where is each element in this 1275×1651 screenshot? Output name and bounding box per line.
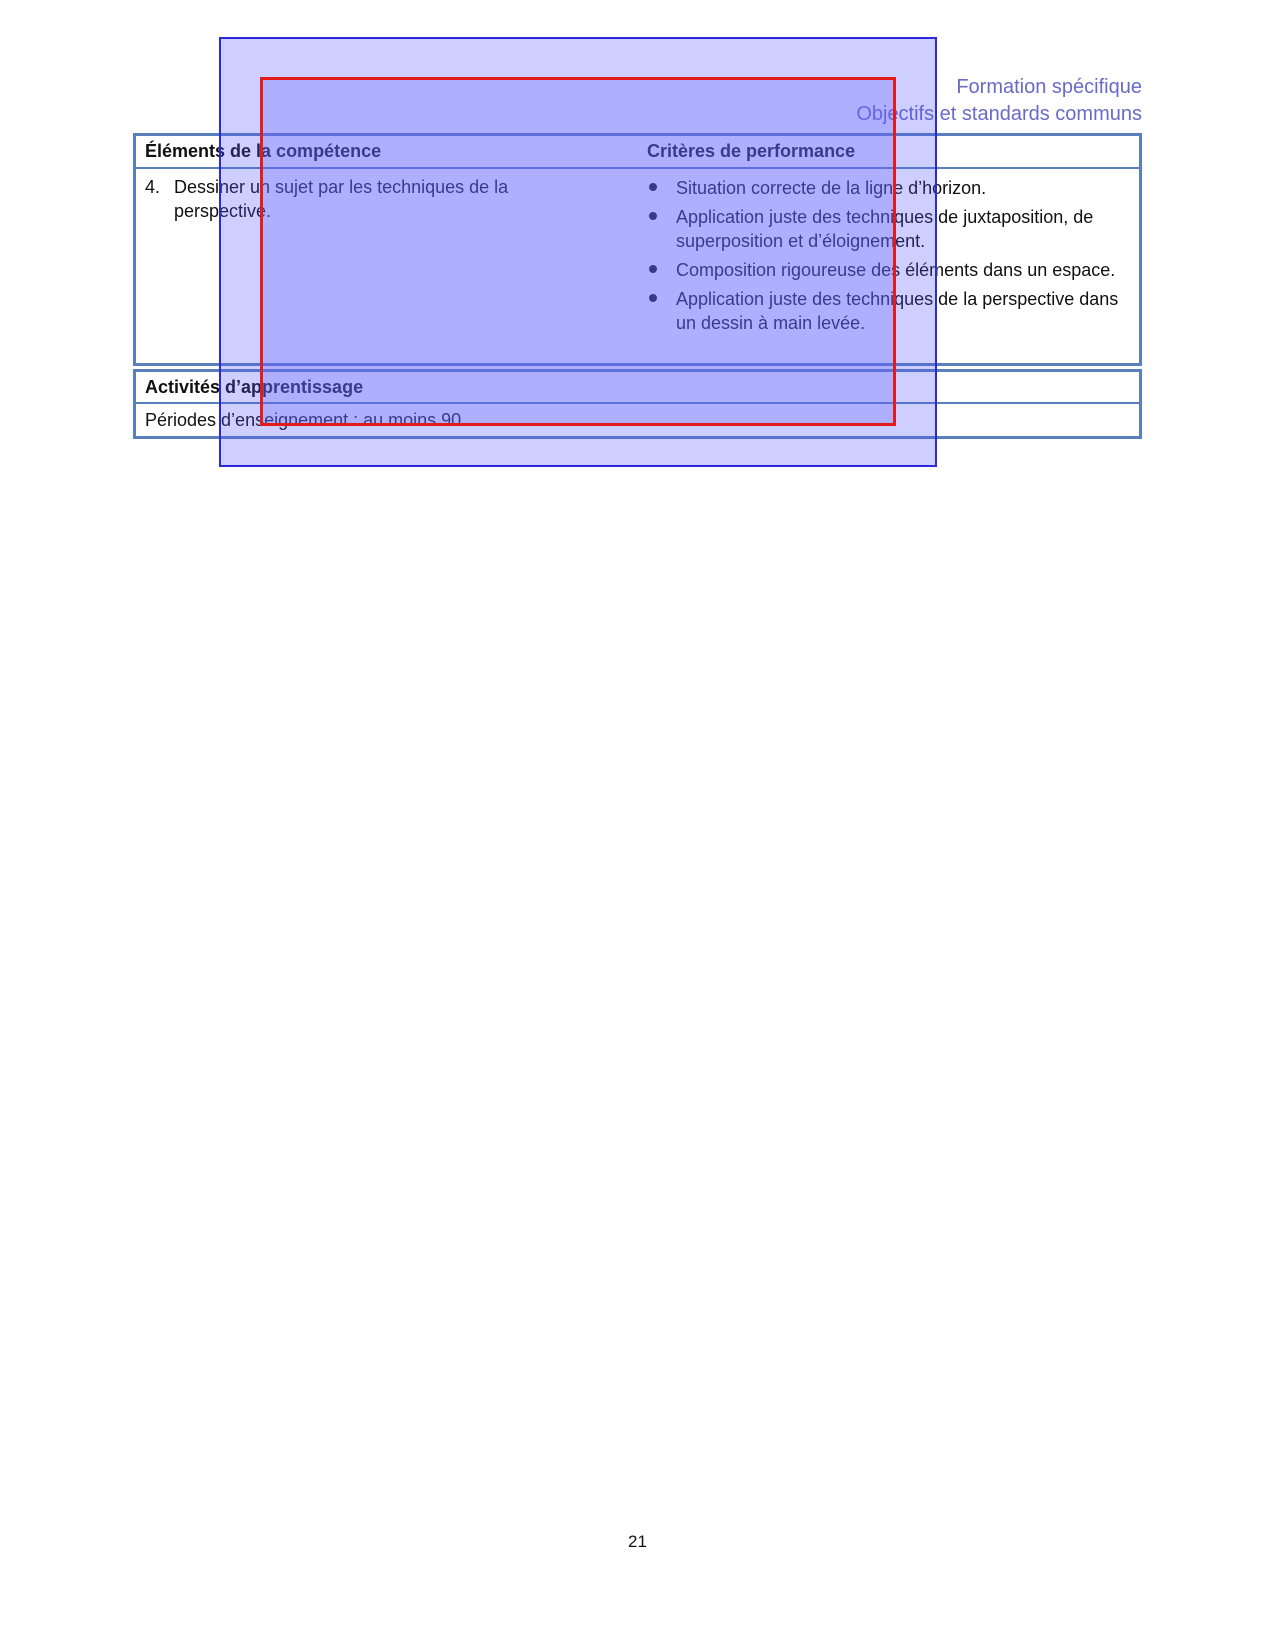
competence-table [133, 133, 1142, 366]
element-text: Dessiner un sujet par les techniques de la perspective. [174, 177, 509, 221]
bullet-icon [649, 265, 657, 273]
criteria-text: Composition rigoureuse des éléments dans un espace. [676, 260, 1116, 280]
criteria-item [647, 287, 1132, 335]
elements-column-header: Éléments de la compétence [145, 141, 382, 161]
bullet-icon [649, 183, 657, 191]
bullet-icon [649, 212, 657, 220]
document-header [856, 74, 1142, 128]
criteria-text: Application juste des techniques de la perspective dans un dessin à main levée. [676, 289, 1119, 333]
criteria-item [647, 258, 1132, 282]
teaching-periods-text: Périodes d’enseignement : au moins 90 [145, 410, 462, 430]
element-number: 4. [145, 177, 161, 197]
activities-header: Activités d’apprentissage [145, 377, 364, 397]
criteria-list [647, 176, 1132, 340]
competence-table-header-row [136, 136, 1139, 169]
criteria-column-header: Critères de performance [647, 141, 856, 161]
activities-header-row [136, 372, 1139, 404]
activities-table [133, 369, 1142, 439]
criteria-item [647, 176, 1132, 200]
criteria-text: Situation correcte de la ligne d’horizon. [676, 178, 987, 198]
criteria-item [647, 205, 1132, 253]
bullet-icon [649, 294, 657, 302]
header-subtitle: Objectifs et standards communs [856, 103, 1142, 125]
page-number: 21 [628, 1532, 647, 1551]
competence-element [145, 175, 575, 223]
criteria-text: Application juste des techniques de juxtaposition, de superposition et d’éloignement. [676, 207, 1094, 251]
header-section-title: Formation spécifique [956, 76, 1142, 98]
